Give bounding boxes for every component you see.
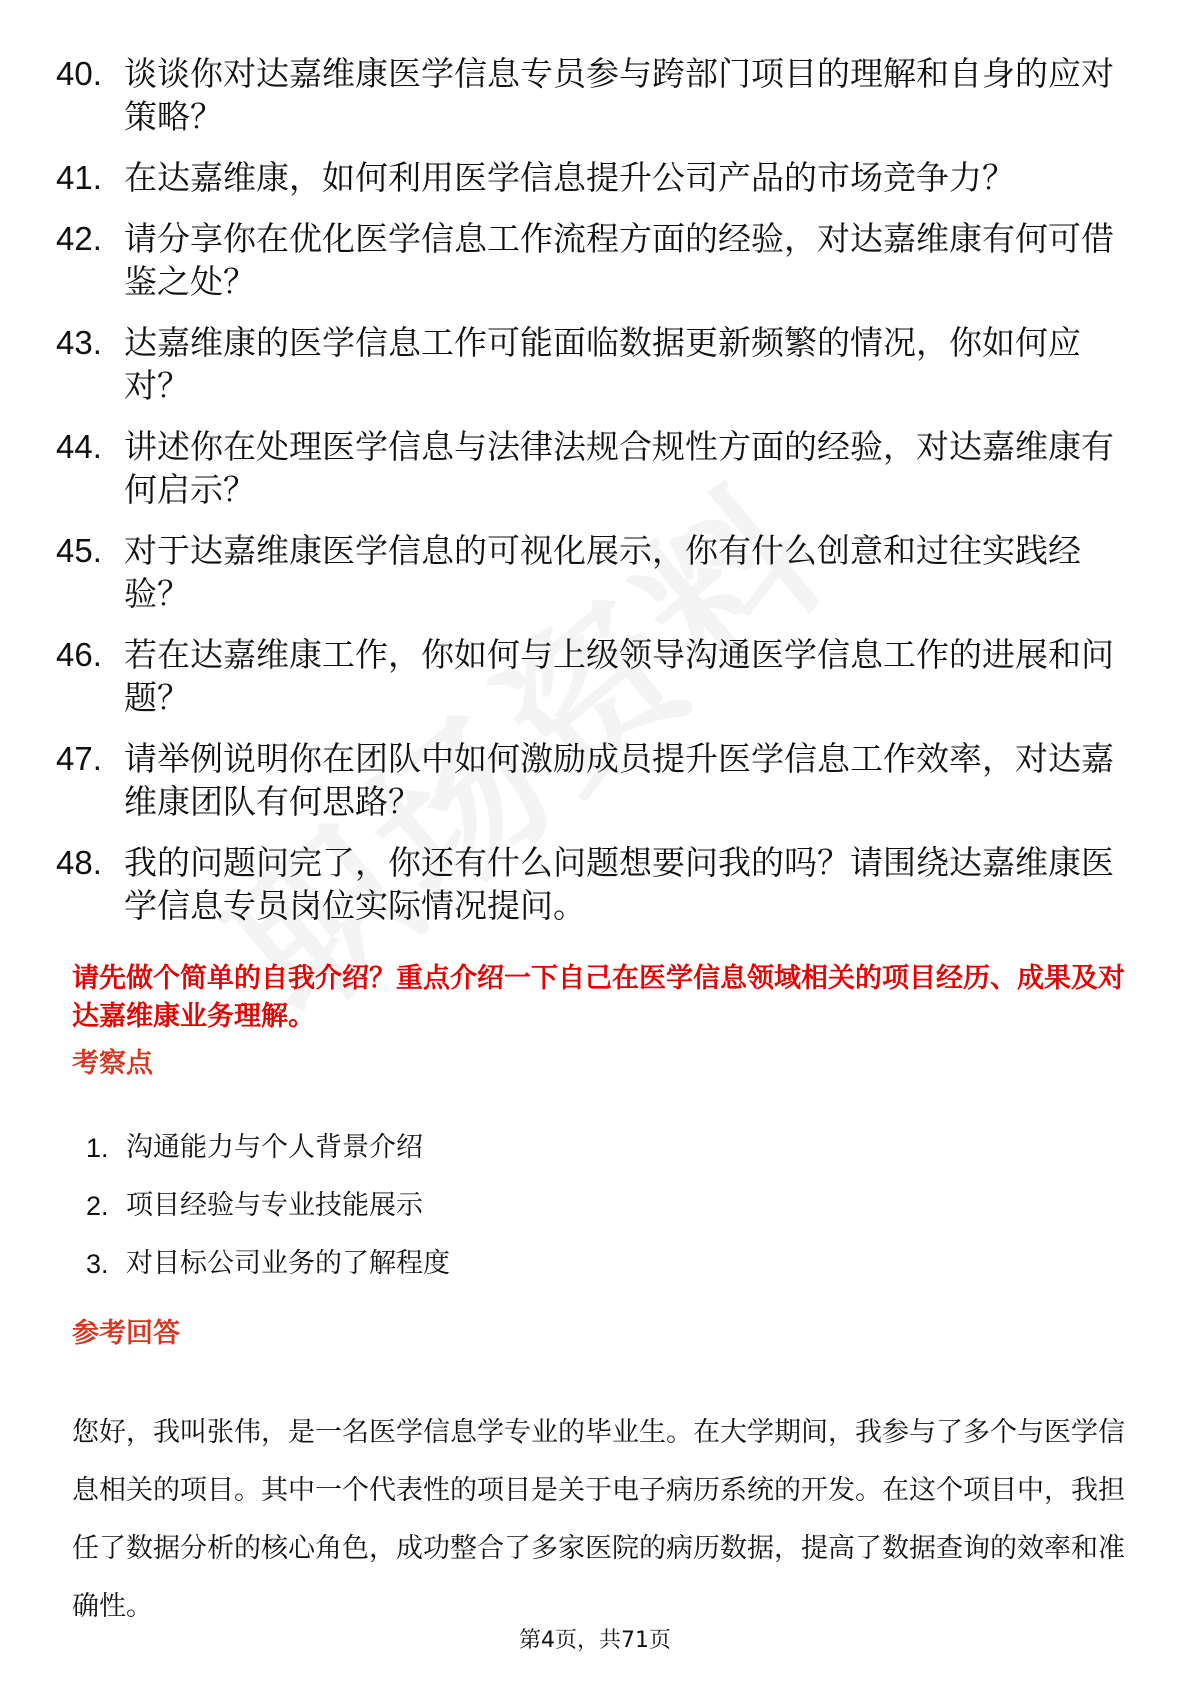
reference-answer: 您好，我叫张伟，是一名医学信息学专业的毕业生。在大学期间，我参与了多个与医学信息相关的项目。其中一个代表性的项目是关于电子病历系统的开发。在这个项目中，我担任了数据分析的核心角色，成功整合了多家医院的病历数据，提高了数据查询的效率和准确性。 [72,1417,1125,1622]
question-text: 讲述你在处理医学信息与法律法规合规性方面的经验，对达嘉维康有何启示？ [124,427,1114,509]
question-item [56,841,1136,927]
question-item [56,52,1136,138]
question-text: 请举例说明你在团队中如何激励成员提升医学信息工作效率，对达嘉维康团队有何思路？ [124,739,1114,821]
point-number: 2. [86,1191,109,1221]
question-item [56,156,1136,199]
question-number: 43. [56,324,102,361]
highlight-question: 请先做个简单的自我介绍？重点介绍一下自己在医学信息领域相关的项目经历、成果及对达嘉维康业务理解。 [72,963,1125,1032]
point-number: 1. [86,1133,109,1163]
question-text: 达嘉维康的医学信息工作可能面临数据更新频繁的情况，你如何应对？ [124,323,1081,405]
assessment-point [86,1130,450,1166]
point-text: 对目标公司业务的了解程度 [126,1248,450,1279]
question-number: 45. [56,532,102,569]
question-number: 40. [56,55,102,92]
question-number: 47. [56,740,102,777]
question-list [56,52,1136,945]
question-text: 在达嘉维康，如何利用医学信息提升公司产品的市场竞争力？ [124,158,1015,197]
question-item [56,321,1136,407]
question-item [56,529,1136,615]
question-text: 谈谈你对达嘉维康医学信息专员参与跨部门项目的理解和自身的应对策略？ [124,54,1114,136]
question-text: 我的问题问完了，你还有什么问题想要问我的吗？请围绕达嘉维康医学信息专员岗位实际情况提问。 [124,843,1114,925]
question-number: 46. [56,636,102,673]
point-text: 项目经验与专业技能展示 [126,1190,423,1221]
assessment-point [86,1246,450,1282]
point-number: 3. [86,1249,109,1279]
page-footer: 第4页，共71页 [519,1628,671,1653]
question-item [56,217,1136,303]
assessment-heading: 考察点 [72,1048,153,1079]
question-number: 42. [56,220,102,257]
question-item [56,737,1136,823]
question-number: 48. [56,844,102,881]
assessment-points [86,1130,450,1304]
question-number: 41. [56,159,102,196]
question-item [56,633,1136,719]
point-text: 沟通能力与个人背景介绍 [126,1132,423,1163]
assessment-point [86,1188,450,1224]
question-number: 44. [56,428,102,465]
question-text: 若在达嘉维康工作，你如何与上级领导沟通医学信息工作的进展和问题？ [124,635,1114,717]
question-item [56,425,1136,511]
reference-heading: 参考回答 [72,1318,180,1349]
question-text: 对于达嘉维康医学信息的可视化展示，你有什么创意和过往实践经验？ [124,531,1081,613]
question-text: 请分享你在优化医学信息工作流程方面的经验，对达嘉维康有何可借鉴之处？ [124,219,1114,301]
